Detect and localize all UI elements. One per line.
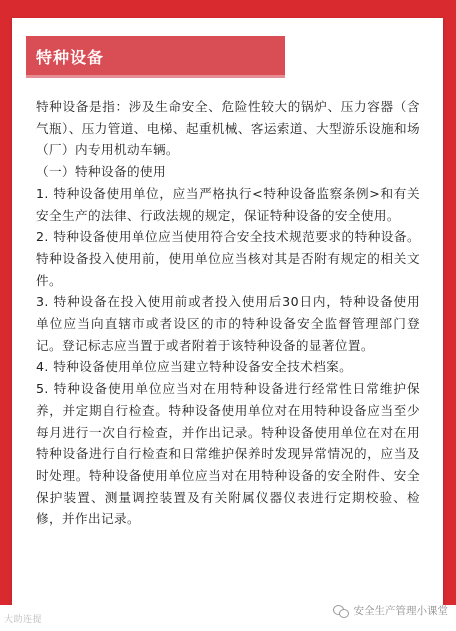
wechat-icon [333,605,349,617]
left-watermark: 大助连提 [4,615,43,625]
page-title: 特种设备 [36,48,105,67]
source-watermark [333,603,449,618]
paragraph-item-1: 1. 特种设备使用单位，应当严格执行<特种设备监察条例>和有关安全生产的法律、行政法规的规定，保证特种设备的安全使用。 [36,185,420,223]
content-card [12,18,443,605]
source-account-name: 安全生产管理小课堂 [353,605,448,617]
article-body [36,96,420,530]
title-bar [26,36,285,78]
paragraph-definition: 特种设备是指：涉及生命安全、危险性较大的锅炉、压力容器（含气瓶）、压力管道、电梯、起重机械、客运索道、大型游乐设施和场（厂）内专用机动车辆。 [36,99,420,158]
paragraph-item-3: 3. 特种设备在投入使用前或者投入使用后30日内，特种设备使用单位应当向直辖市或者设区的市的特种设备安全监督管理部门登记。登记标志应当置于或者附着于该特种设备的显著位置。 [36,294,420,353]
paragraph-item-5: 5. 特种设备使用单位应当对在用特种设备进行经常性日常维护保养，并定期自行检查。特种设备使用单位对在用特种设备应当至少每月进行一次自行检查，并作出记录。特种设备使用单位在对在用特种设备进行自行检查和日常维护保养时发现异常情况的，应当及时处理。特种设备使用单位应当对在用特种设备的安全附件、安全保护装置、测量调控装置及有关附属仪器仪表进行定期校验、检修，并作出记录。 [36,381,420,527]
paragraph-item-4: 4. 特种设备使用单位应当建立特种设备安全技术档案。 [36,359,353,375]
paragraph-item-2: 2. 特种设备使用单位应当使用符合安全技术规范要求的特种设备。特种设备投入使用前，使用单位应当核对其是否附有规定的相关文件。 [36,229,420,288]
section-heading: （一）特种设备的使用 [36,164,166,180]
